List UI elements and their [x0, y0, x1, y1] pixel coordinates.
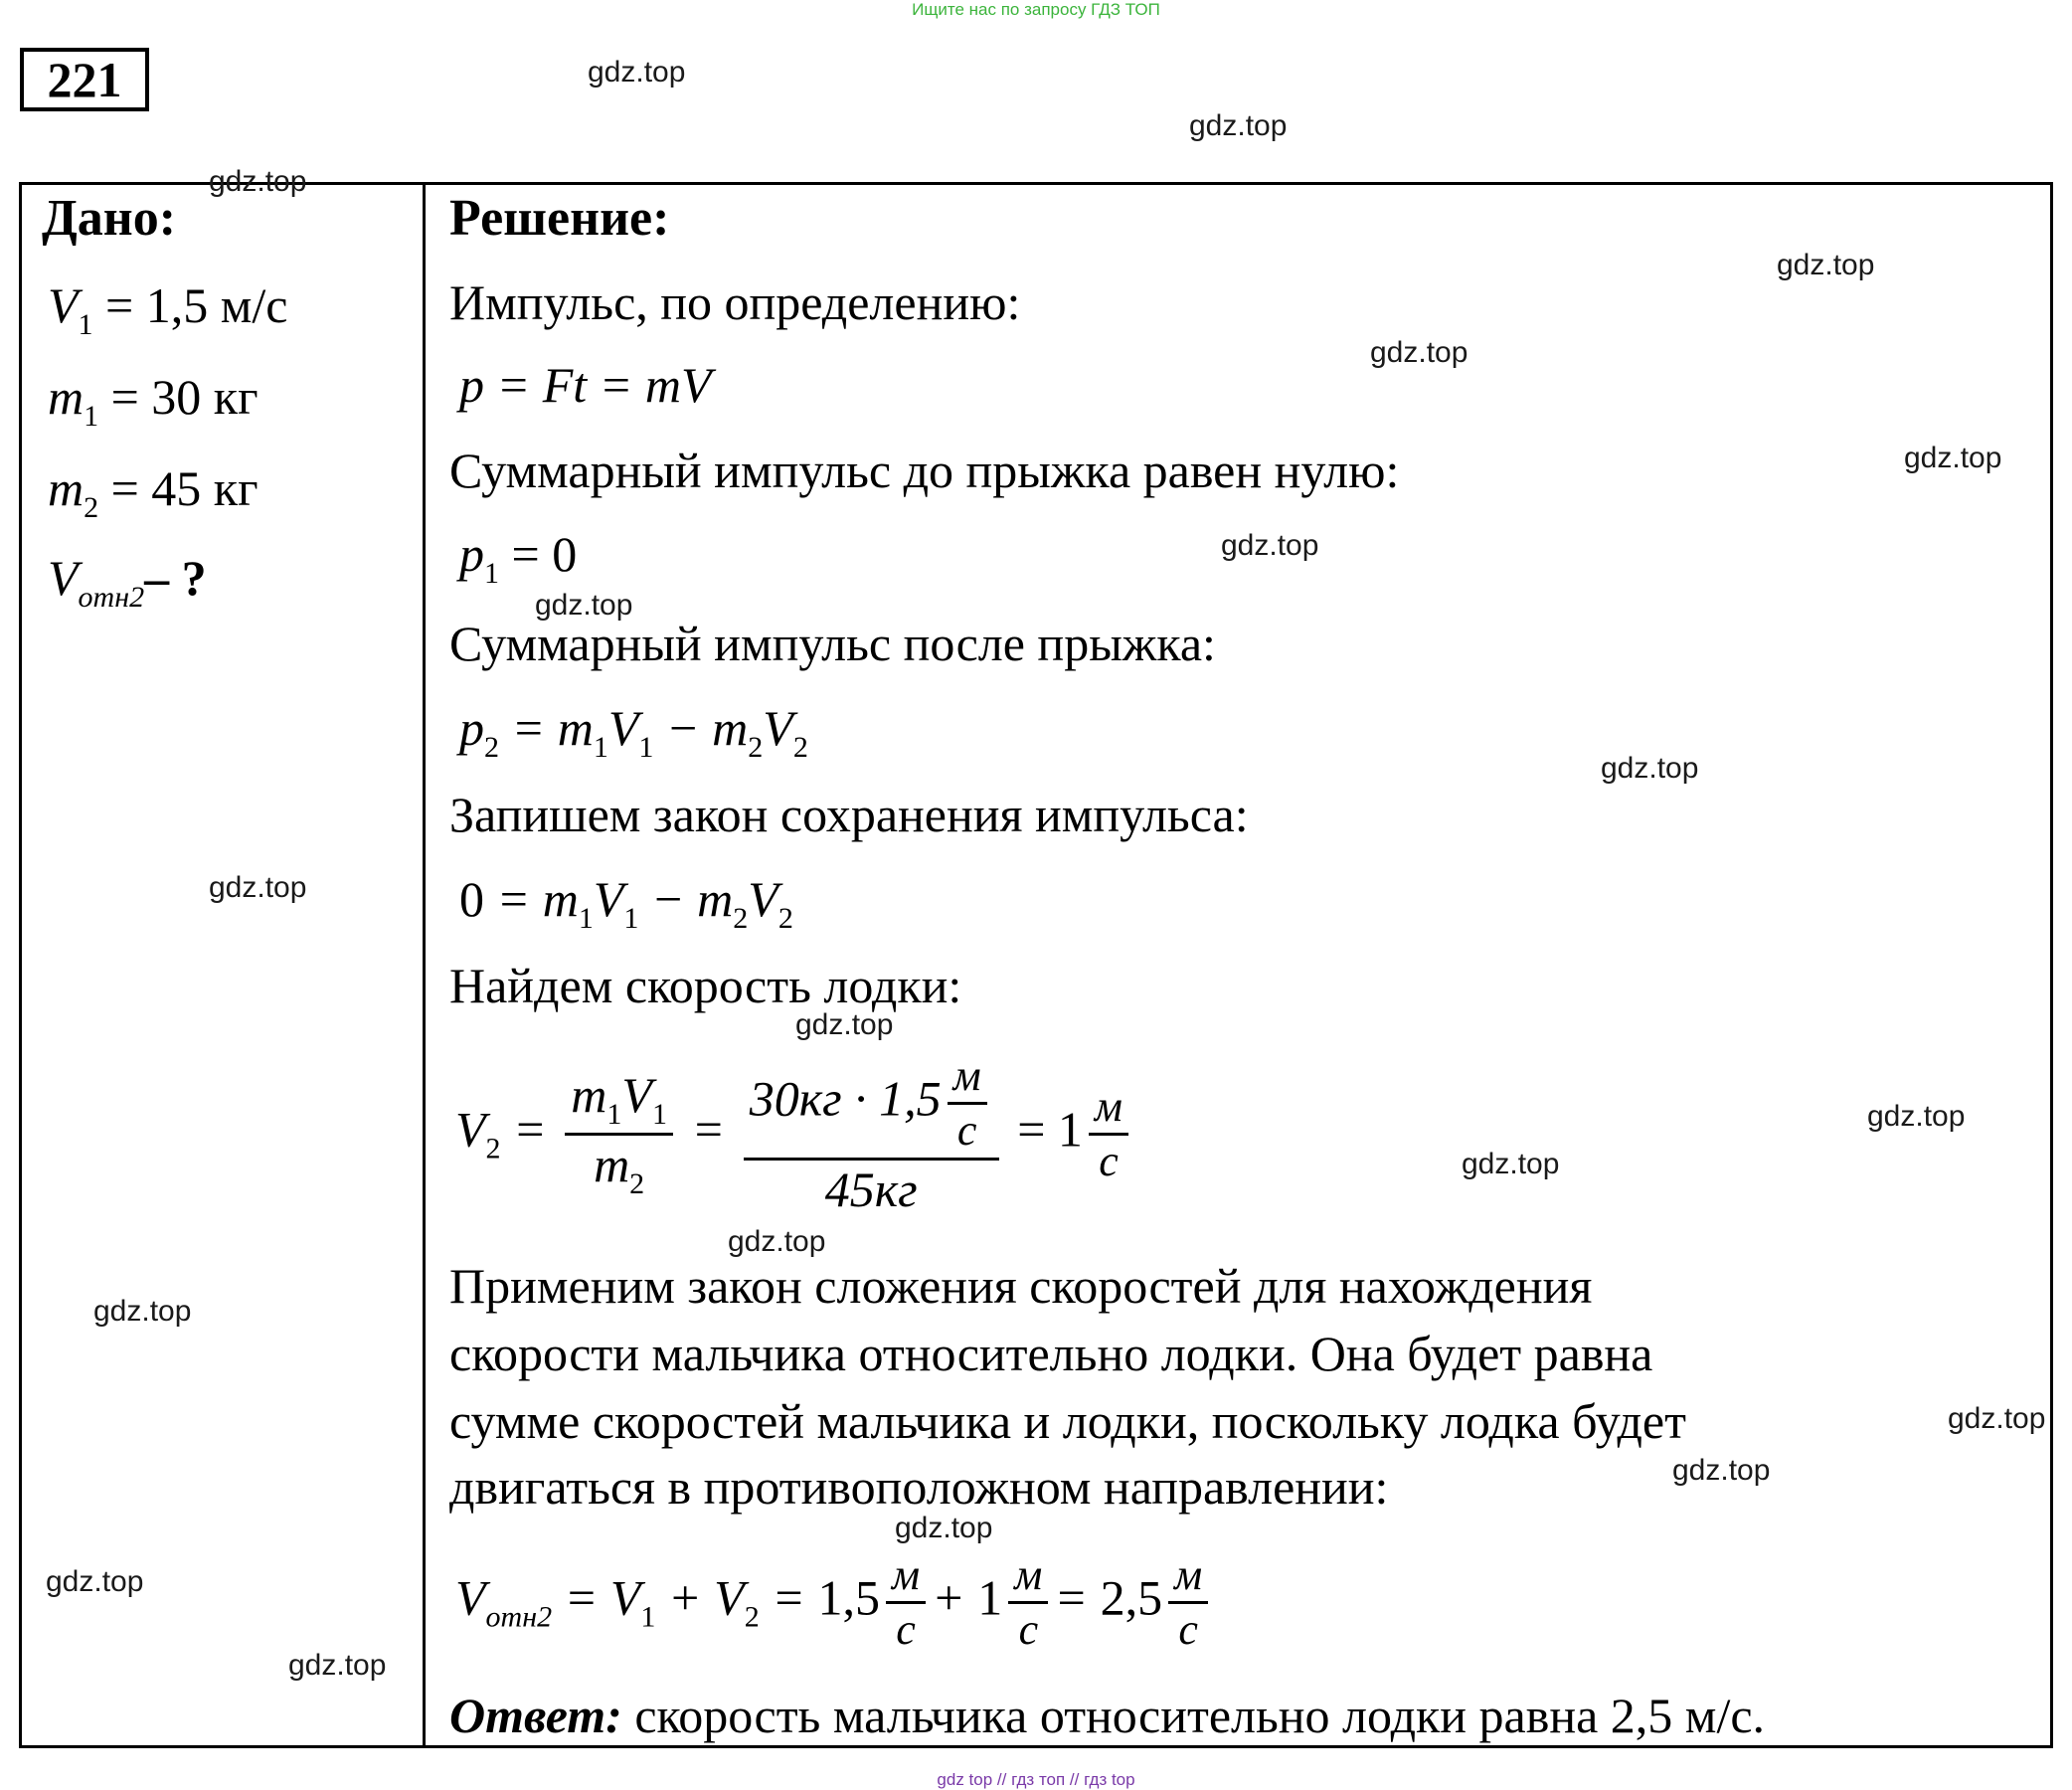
solution-line-3: Суммарный импульс после прыжка:	[449, 616, 1216, 671]
formula-boat-speed: $V_2$ = $\frac{m_1V_1}{m_2}$ = 30кг · 1,5 $\frac{м}{с}$ 45кг = 1 $\frac{м}{с}$	[455, 1052, 1134, 1217]
watermark: gdz.top	[795, 1008, 894, 1041]
watermark: gdz.top	[93, 1295, 192, 1328]
given-find: $V_{отн2}-$ ?	[48, 550, 207, 614]
watermark: gdz.top	[288, 1649, 387, 1682]
formula-p1: $p_1 = 0$	[459, 526, 578, 590]
given-m1: $m_1 = 30$ кг	[48, 369, 259, 433]
solution-line-5: Найдем скорость лодки:	[449, 958, 962, 1013]
solution-line-1: Импульс, по определению:	[449, 274, 1021, 330]
answer-line	[449, 1687, 1765, 1744]
formula-relative-speed: $V_{отн2} = V_1 + V_2 = 1,5$ $\frac{м}{с}$ + 1 $\frac{м}{с}$ = 2,5 $\frac{м}{с}$	[455, 1551, 1214, 1655]
watermark: gdz.top	[46, 1565, 144, 1598]
answer-label: Ответ:	[449, 1688, 622, 1743]
solution-heading: Решение:	[449, 190, 670, 247]
formula-conservation: $0 = m_1V_1 - m_2V_2$	[459, 871, 793, 935]
watermark: gdz.top	[1672, 1454, 1771, 1487]
top-banner[interactable]: Ищите нас по запросу ГДЗ ТОП	[912, 0, 1160, 19]
watermark: gdz.top	[588, 56, 686, 89]
solution-para-1: Применим закон сложения скоростей для нахождения	[449, 1258, 1593, 1314]
watermark: gdz.top	[728, 1225, 826, 1258]
solution-para-3: сумме скоростей мальчика и лодки, поскольку лодка будет	[449, 1393, 1686, 1449]
watermark: gdz.top	[1370, 336, 1468, 369]
given-m2: $m_2 = 45$ кг	[48, 460, 259, 524]
solution-line-2: Суммарный импульс до прыжка равен нулю:	[449, 443, 1400, 498]
answer-text: скорость мальчика относительно лодки равна 2,5 м/с.	[621, 1688, 1766, 1743]
watermark: gdz.top	[1462, 1148, 1560, 1180]
solution-para-4: двигаться в противоположном направлении:	[449, 1459, 1389, 1515]
watermark: gdz.top	[1948, 1402, 2046, 1435]
solution-para-2: скорости мальчика относительно лодки. Она будет равна	[449, 1326, 1653, 1381]
watermark: gdz.top	[1867, 1100, 1966, 1133]
problem-number: 221	[20, 48, 149, 111]
watermark: gdz.top	[1221, 529, 1319, 562]
watermark: gdz.top	[1189, 109, 1288, 142]
watermark: gdz.top	[209, 165, 307, 198]
watermark: gdz.top	[1904, 442, 2002, 474]
formula-momentum: p = Ft = mV	[459, 357, 712, 413]
watermark: gdz.top	[535, 589, 633, 622]
given-heading: Дано:	[42, 190, 177, 247]
given-v1: $V_1 = 1,5$ м/с	[48, 277, 288, 341]
column-divider	[423, 182, 426, 1748]
watermark: gdz.top	[895, 1512, 993, 1544]
watermark: gdz.top	[1777, 249, 1875, 281]
watermark: gdz.top	[1601, 752, 1699, 785]
formula-p2: $p_2 = m_1V_1 - m_2V_2$	[459, 700, 808, 764]
solution-line-4: Запишем закон сохранения импульса:	[449, 787, 1249, 842]
watermark: gdz.top	[209, 871, 307, 904]
bottom-links[interactable]: gdz top // гдз топ // гдз top	[937, 1770, 1135, 1789]
